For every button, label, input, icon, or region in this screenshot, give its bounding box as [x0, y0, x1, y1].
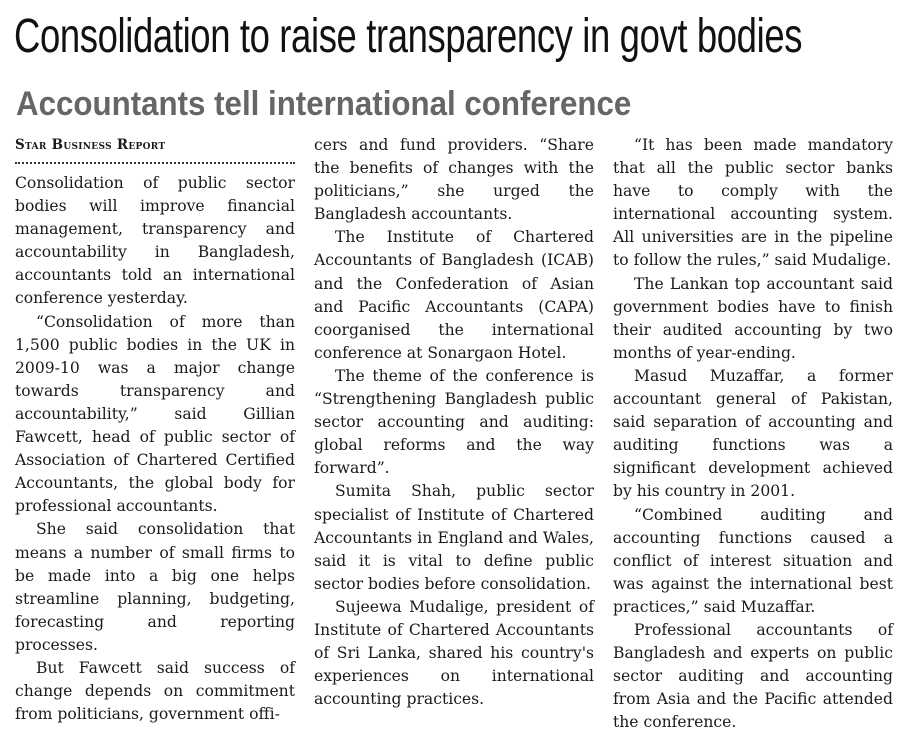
paragraph: Professional accountants of Bangladesh and experts on public sector auditing and accounting from Asia and the Pacific attended the conference.	[613, 620, 893, 732]
paragraph: Consolidation of public sector bodies will improve financial management, transparency and accountability in Bangladesh, accountants told an international conference yesterday.	[15, 174, 295, 308]
subheadline: Accountants tell international conference	[16, 85, 632, 123]
paragraph: “Combined auditing and accounting functions caused a conflict of interest situation and was against the international best practices,” said Muzaffar.	[613, 505, 893, 616]
paragraph: cers and fund providers. “Share the benefits of changes with the politicians,” she urged the Bangladesh accountants.	[314, 136, 594, 224]
paragraph: The theme of the conference is “Strengthening Bangladesh public sector accounting and auditing: global reforms and the way forward”.	[314, 366, 594, 478]
paragraph: Sujeewa Mudalige, president of Institute of Chartered Accountants of Sri Lanka, shared his country's experiences on international accounting practices.	[314, 597, 594, 709]
paragraph: But Fawcett said success of change depends on commitment from politicians, government offi-	[15, 658, 295, 724]
paragraph: Masud Muzaffar, a former accountant general of Pakistan, said separation of accounting and auditing functions was a significant development achieved by his country in 2001.	[613, 366, 893, 501]
headline: Consolidation to raise transparency in govt bodies	[14, 10, 803, 63]
article-column-3	[613, 134, 893, 734]
byline: Star Business Report	[15, 137, 166, 153]
paragraph: “Consolidation of more than 1,500 public bodies in the UK in 2009-10 was a major change towards transparency and accountability,” said Gillian Fawcett, head of public sector of Association of Chartered Certified Accountants, the global body for professional accountants.	[15, 312, 295, 516]
article-column-1	[15, 134, 295, 726]
paragraph: She said consolidation that means a number of small firms to be made into a big one helps streamline planning, budgeting, forecasting and reporting processes.	[15, 520, 295, 654]
paragraph: Sumita Shah, public sector specialist of Institute of Chartered Accountants in England and Wales, said it is vital to define public sector bodies before consolidation.	[314, 482, 594, 593]
paragraph: The Lankan top accountant said government bodies have to finish their audited accounting by two months of year-ending.	[613, 274, 893, 362]
byline-divider	[15, 158, 295, 164]
article-column-2	[314, 134, 594, 711]
paragraph: “It has been made mandatory that all the public sector banks have to comply with the international accounting system. All universities are in the pipeline to follow the rules,” said Mudalige.	[613, 136, 893, 270]
paragraph: The Institute of Chartered Accountants of Bangladesh (ICAB) and the Confederation of Asian and Pacific Accountants (CAPA) coorganised the international conference at Sonargaon Hotel.	[314, 228, 594, 362]
